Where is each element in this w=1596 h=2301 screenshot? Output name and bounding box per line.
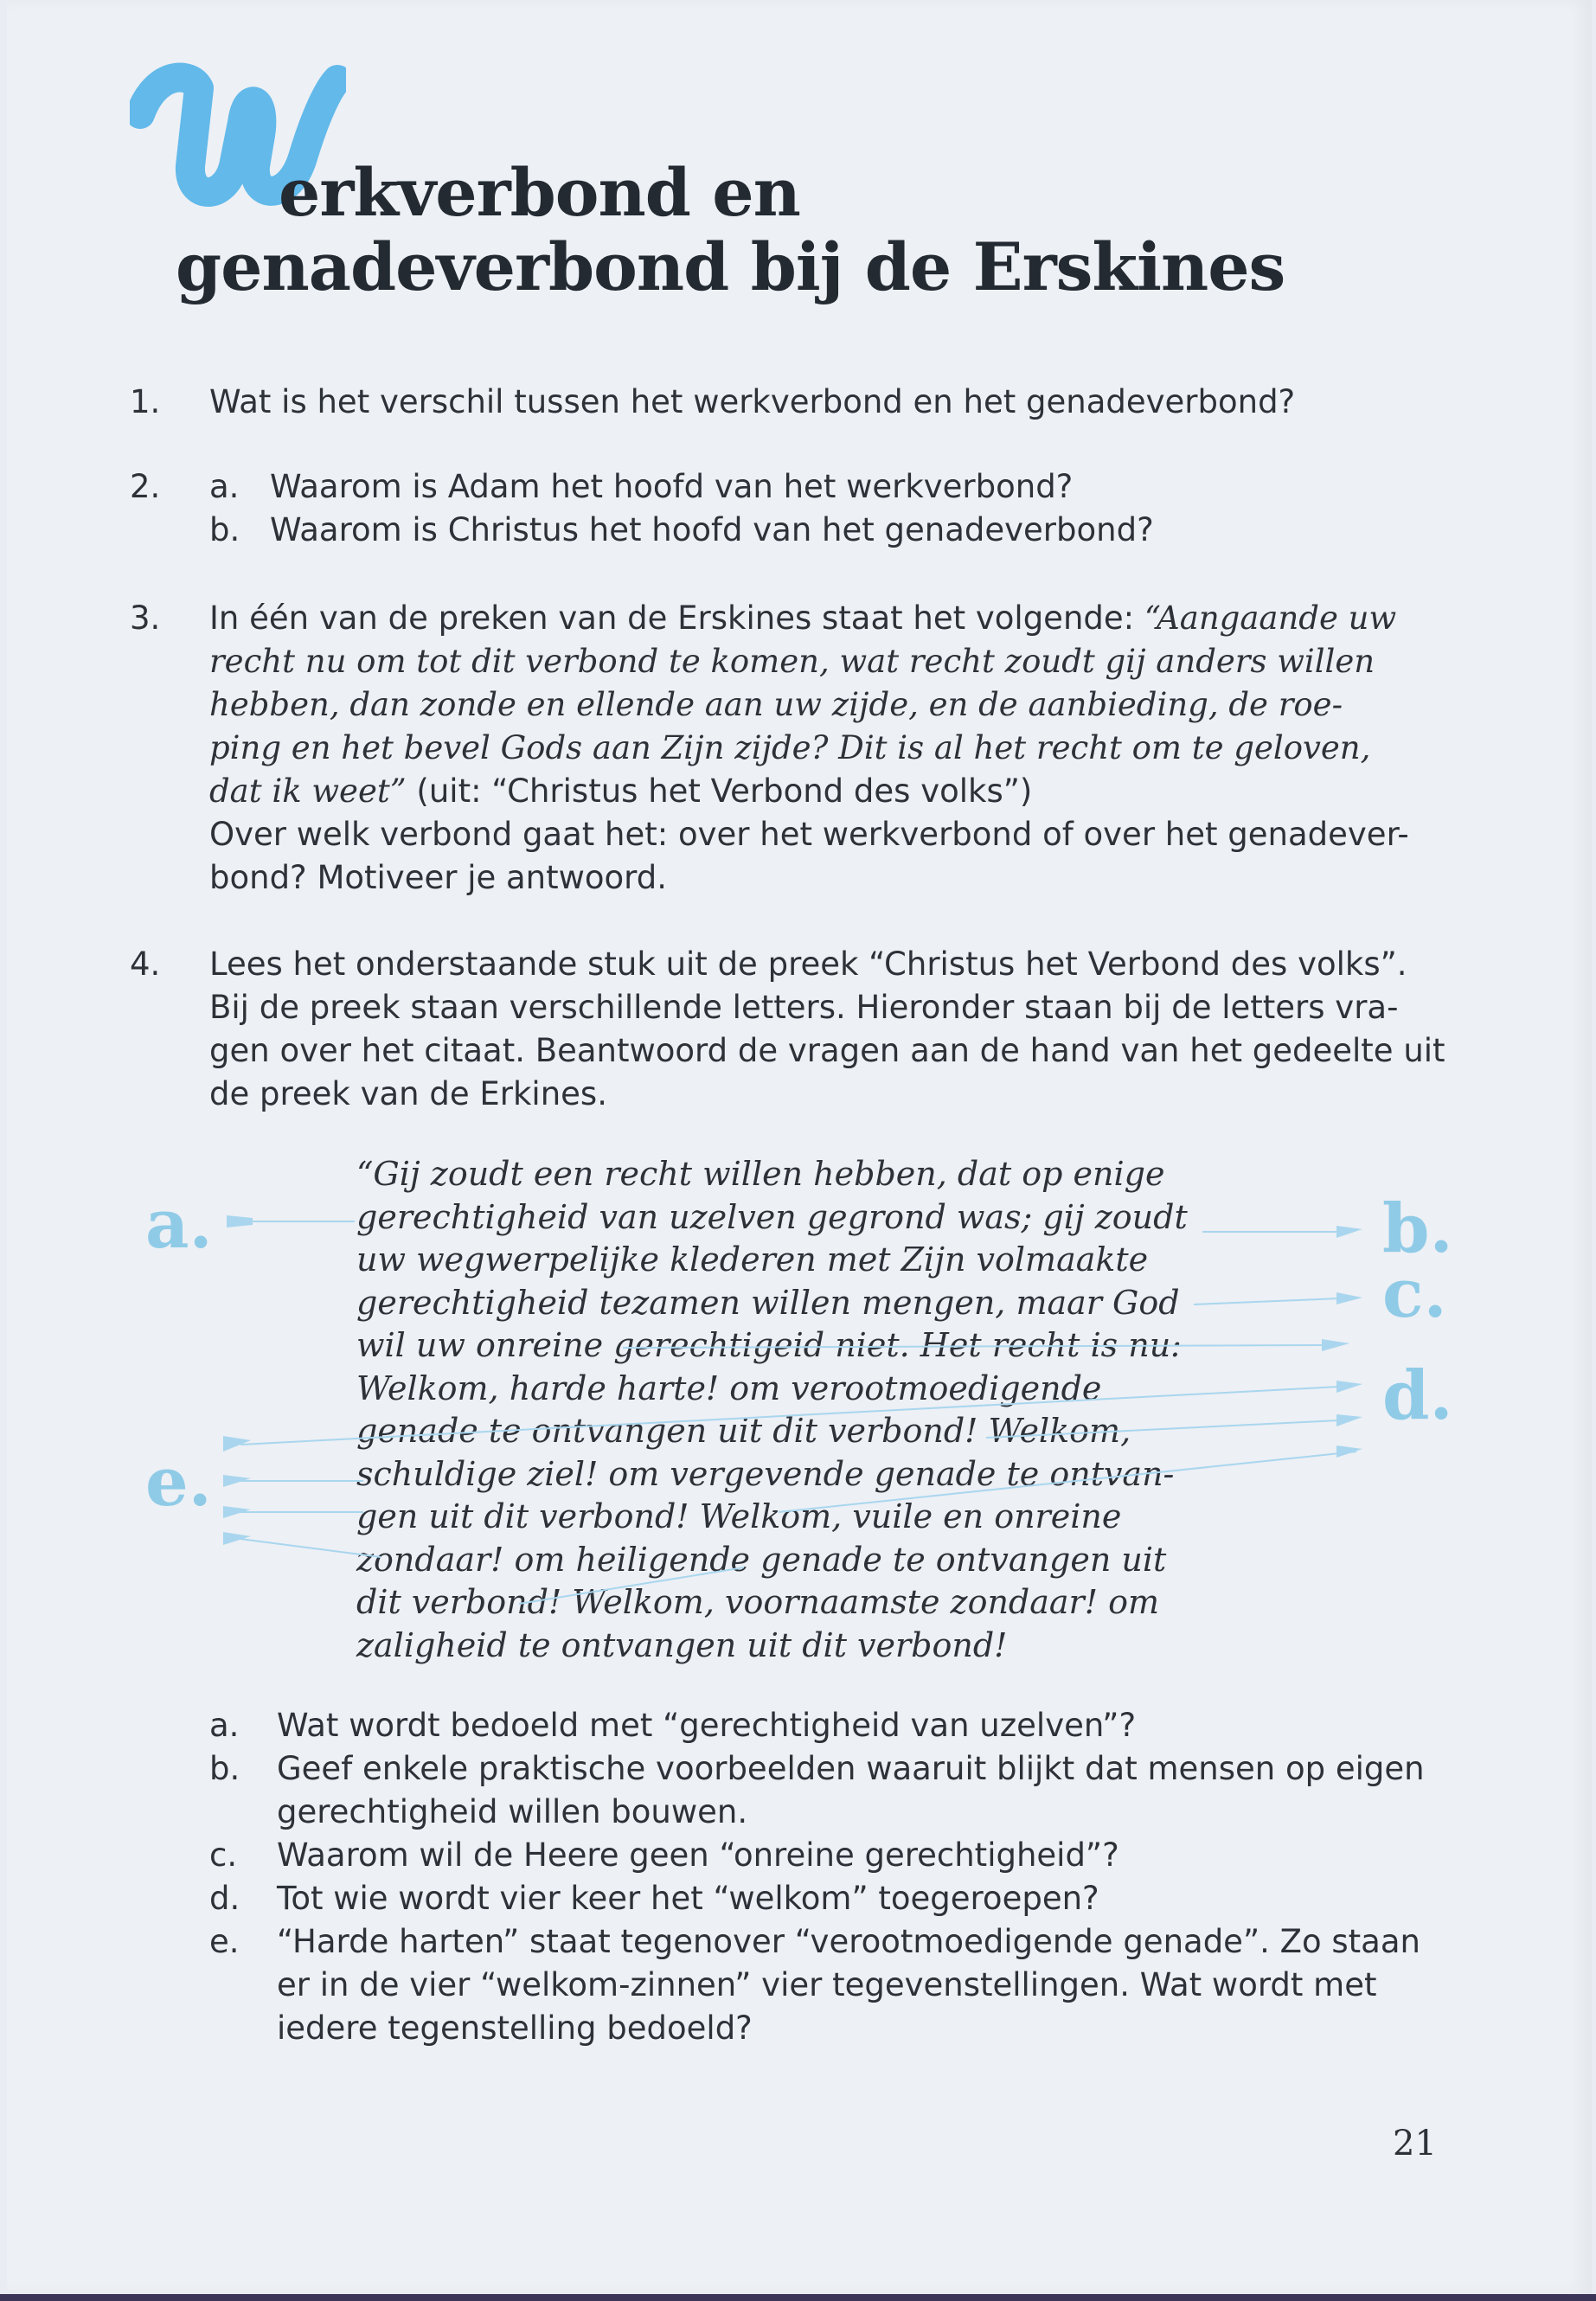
sub-label: a. [209,1707,240,1744]
quote-question-a [209,1704,1455,1747]
quoted-text: dat ik weet” [209,772,407,810]
question-number: 3. [130,599,161,637]
text-line: er in de vier “welkom-zinnen” vier tegevenstellingen. Wat wordt met [277,1966,1377,2003]
sub-label: c. [209,1836,238,1874]
initial-text: W [130,62,131,63]
quote-question-e [209,1920,1455,2050]
text-span: In één van de preken van de Erskines staat het volgende: [209,599,1144,637]
text-span: bond? Motiveer je antwoord. [209,859,667,896]
text-line: gerechtigheid willen bouwen. [277,1793,748,1830]
text-line: Tot wie wordt vier keer het “welkom” toegeroepen? [277,1880,1099,1917]
quote-line: gen uit dit verbond! Welkom, vuile en onreine [356,1497,1122,1535]
text-line: Bij de preek staan verschillende letters. Hieronder staan bij de letters vra- [209,989,1399,1026]
page-number: 21 [1393,2124,1437,2163]
text-span: Over welk verbond gaat het: over het werkverbond of over het genadever- [209,816,1409,853]
quote-line: uw wegwerpelijke klederen met Zijn volmaakte [356,1240,1149,1279]
text-line: gen over het citaat. Beantwoord de vragen aan de hand van het gedeelte uit [209,1032,1445,1069]
subquestion-b [209,509,1455,552]
quote-line: schuldige ziel! om vergevende genade te ontvan- [356,1454,1175,1493]
quoted-text: recht nu om tot dit verbond te komen, wat recht zoudt gij anders willen [209,643,1375,680]
marker-b: b. [1382,1189,1453,1268]
quote-question-d [209,1877,1455,1920]
text-line: de preek van de Erkines. [209,1075,607,1112]
text-line [209,813,1455,856]
quote-line: Welkom, harde harte! om verootmoedigende [356,1368,1102,1407]
text-line: Lees het onderstaande stuk uit de preek “Christus het Verbond des volks”. [209,945,1407,983]
title-line-1: erkverbond en [279,154,800,231]
page-bottom-edge [0,2294,1596,2301]
text-line [209,597,1455,640]
text-line: Waarom wil de Heere geen “onreine gerechtigheid”? [277,1836,1119,1874]
quote-question-b [209,1747,1455,1834]
text-line: iedere tegenstelling bedoeld? [277,2009,753,2047]
marker-d: d. [1382,1356,1453,1435]
question-4-text [209,943,1455,1116]
sub-label: d. [209,1880,240,1917]
marker-c: c. [1382,1254,1447,1333]
text-line [209,856,1455,900]
quote-question-c [209,1834,1455,1877]
text-line: Wat wordt bedoeld met “gerechtigheid van uzelven”? [277,1707,1137,1744]
sub-label: a. [209,468,240,505]
quote-line: zondaar! om heiligende genade te ontvangen uit [356,1540,1167,1579]
sub-text: Waarom is Christus het hoofd van het genadeverbond? [270,511,1154,548]
marker-a: a. [145,1185,213,1264]
text-line [209,770,1455,813]
subquestion-a [209,465,1455,509]
text-line [209,640,1455,683]
text-line: Geef enkele praktische voorbeelden waaruit blijkt dat mensen op eigen [277,1750,1425,1787]
quoted-text: “Aangaande uw [1144,599,1397,637]
sub-label: e. [209,1923,240,1960]
sub-label: b. [209,511,240,548]
quote-line: “Gij zoudt een recht willen hebben, dat op enige [356,1155,1165,1193]
sub-text: Waarom is Adam het hoofd van het werkverbond? [270,468,1074,505]
question-number: 4. [130,945,161,983]
quoted-text: ping en het bevel Gods aan Zijn zijde? Dit is al het recht om te geloven, [209,729,1371,766]
quote-line: dit verbond! Welkom, voornaamste zondaar! om [356,1583,1159,1621]
quote-line: gerechtigheid tezamen willen mengen, maar God [356,1283,1180,1322]
text-line [209,683,1455,727]
quote-line: wil uw onreine gerechtigeid niet. Het recht is nu: [356,1326,1182,1364]
question-text: Wat is het verschil tussen het werkverbond en het genadeverbond? [209,383,1296,420]
question-3-text [209,597,1455,900]
title-line-2: genadeverbond bij de Erskines [176,228,1285,305]
question-number: 1. [130,383,161,420]
sub-label: b. [209,1750,240,1787]
text-span: (uit: “Christus het Verbond des volks”) [406,772,1033,810]
sermon-quote [356,1153,1308,1667]
quote-questions [209,1704,1455,2050]
text-line [209,727,1455,770]
question-number: 2. [130,468,161,505]
quoted-text: hebben, dan zonde en ellende aan uw zijde, en de aanbieding, de roe- [209,686,1343,723]
marker-e: e. [145,1443,212,1522]
text-line: “Harde harten” staat tegenover “verootmoedigende genade”. Zo staan [277,1923,1420,1960]
quote-line: genade te ontvangen uit dit verbond! Welkom, [356,1412,1131,1450]
quote-line: gerechtigheid van uzelven gegrond was; gij zoudt [356,1197,1188,1236]
quote-line: zaligheid te ontvangen uit dit verbond! [356,1625,1008,1664]
